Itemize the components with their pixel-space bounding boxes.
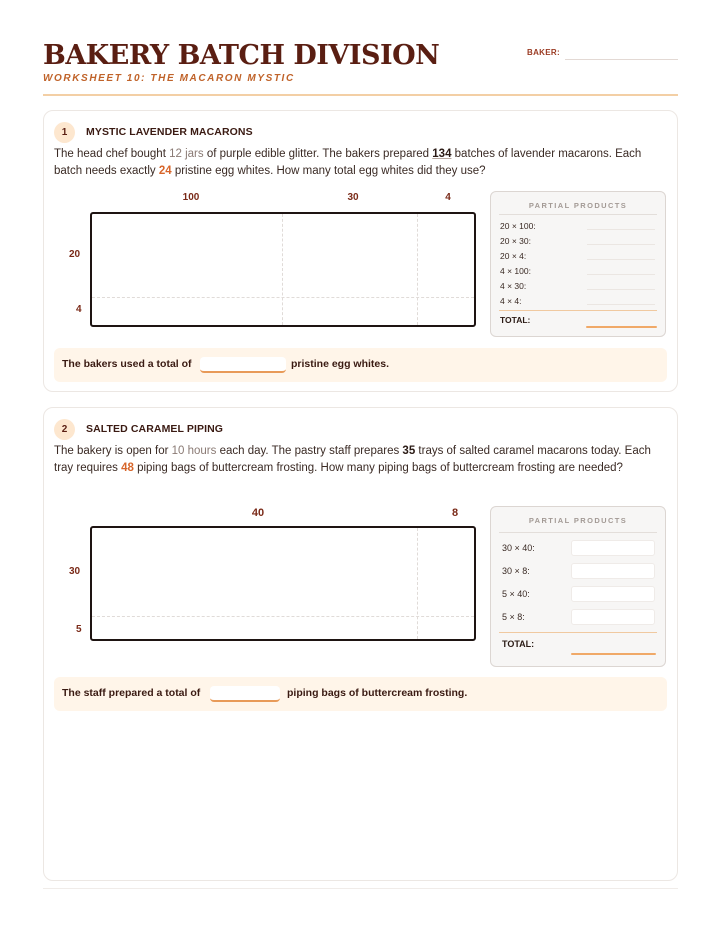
factor-a: 35	[402, 445, 416, 457]
answer-sentence	[54, 348, 667, 382]
area-column-label: 100	[182, 192, 200, 203]
partial-product-label: 20 × 100:	[500, 221, 536, 231]
area-column-label: 40	[251, 507, 265, 519]
area-row-label: 5	[76, 624, 82, 635]
footer-divider	[43, 888, 678, 889]
total-field[interactable]	[571, 653, 656, 655]
partial-product-label: 30 × 8:	[502, 566, 530, 576]
area-column-label: 8	[451, 507, 459, 519]
answer-text-before: The staff prepared a total of	[62, 687, 201, 699]
partial-product-field[interactable]	[587, 259, 655, 260]
partial-product-field[interactable]	[571, 540, 655, 556]
answer-text-after: pristine egg whites.	[291, 358, 390, 370]
partial-product-field[interactable]	[587, 274, 655, 275]
baker-name-field[interactable]	[565, 59, 678, 60]
partial-products-panel	[490, 191, 666, 337]
problem-text: The bakery is open for 10 hours each day. The pastry staff prepares 35 trays of salted caramel macarons today. Each tray requires 48 piping bags of buttercream frosting. How many piping bags of buttercream frosting are needed?	[54, 445, 651, 474]
problem-title: SALTED CARAMEL PIPING	[86, 423, 224, 435]
answer-text-after: piping bags of buttercream frosting.	[287, 687, 468, 699]
answer-text-before: The bakers used a total of	[62, 358, 192, 370]
partial-product-field[interactable]	[571, 586, 655, 602]
total-label: TOTAL:	[502, 639, 535, 649]
partial-product-label: 5 × 8:	[502, 612, 525, 622]
partial-product-label: 4 × 4:	[500, 296, 522, 306]
area-model-grid[interactable]	[90, 526, 476, 641]
factor-b: 48	[121, 462, 134, 474]
area-model-grid[interactable]	[90, 212, 476, 327]
partial-product-label: 4 × 30:	[500, 281, 527, 291]
total-field[interactable]	[586, 326, 657, 328]
panel-divider	[499, 214, 657, 215]
factor-a: 134	[432, 148, 452, 160]
worksheet-subtitle: WORKSHEET 10: THE MACARON MYSTIC	[43, 73, 295, 84]
panel-divider	[499, 532, 657, 533]
answer-blank-field[interactable]	[200, 357, 286, 373]
distractor-value: 10 hours	[171, 445, 217, 457]
total-divider	[499, 632, 657, 633]
total-label: TOTAL:	[500, 315, 531, 325]
partial-products-heading: PARTIAL PRODUCTS	[528, 201, 628, 210]
partial-product-field[interactable]	[587, 304, 655, 305]
partial-product-label: 30 × 40:	[502, 543, 535, 553]
grid-divider	[282, 214, 283, 325]
grid-divider	[417, 528, 418, 639]
partial-product-field[interactable]	[571, 609, 655, 625]
problem-title: MYSTIC LAVENDER MACARONS	[86, 126, 253, 138]
area-row-label: 4	[76, 304, 82, 315]
partial-product-field[interactable]	[587, 244, 655, 245]
problem-number-badge: 1	[54, 122, 75, 143]
worksheet-title: BAKERY BATCH DIVISION	[43, 40, 440, 71]
partial-product-field[interactable]	[571, 563, 655, 579]
grid-divider	[417, 214, 418, 325]
partial-product-label: 4 × 100:	[500, 266, 531, 276]
area-row-label: 20	[69, 249, 81, 260]
partial-product-field[interactable]	[587, 289, 655, 290]
problem-card-2	[43, 407, 678, 881]
grid-divider	[92, 297, 474, 298]
distractor-value: 12 jars	[169, 148, 204, 160]
area-column-label: 4	[445, 192, 451, 203]
partial-product-label: 20 × 4:	[500, 251, 527, 261]
problem-text: The head chef bought 12 jars of purple edible glitter. The bakers prepared 134 batches of lavender macarons. Each batch needs exactly 24 pristine egg whites. How many total egg whites did they use?	[54, 148, 642, 177]
grid-divider	[92, 616, 474, 617]
factor-b: 24	[158, 165, 172, 177]
partial-product-label: 5 × 40:	[502, 589, 530, 599]
area-row-label: 30	[69, 566, 81, 577]
partial-products-panel	[490, 506, 666, 667]
problem-card-1	[43, 110, 678, 392]
header-divider	[43, 94, 678, 96]
area-column-label: 30	[347, 192, 359, 203]
partial-product-field[interactable]	[587, 229, 655, 230]
total-divider	[499, 310, 657, 311]
partial-products-heading: PARTIAL PRODUCTS	[528, 516, 628, 525]
partial-product-label: 20 × 30:	[500, 236, 531, 246]
problem-number-badge: 2	[54, 419, 75, 440]
answer-blank-field[interactable]	[210, 686, 280, 702]
worksheet-header	[43, 40, 678, 96]
baker-label: BAKER:	[527, 48, 560, 57]
answer-sentence	[54, 677, 667, 711]
